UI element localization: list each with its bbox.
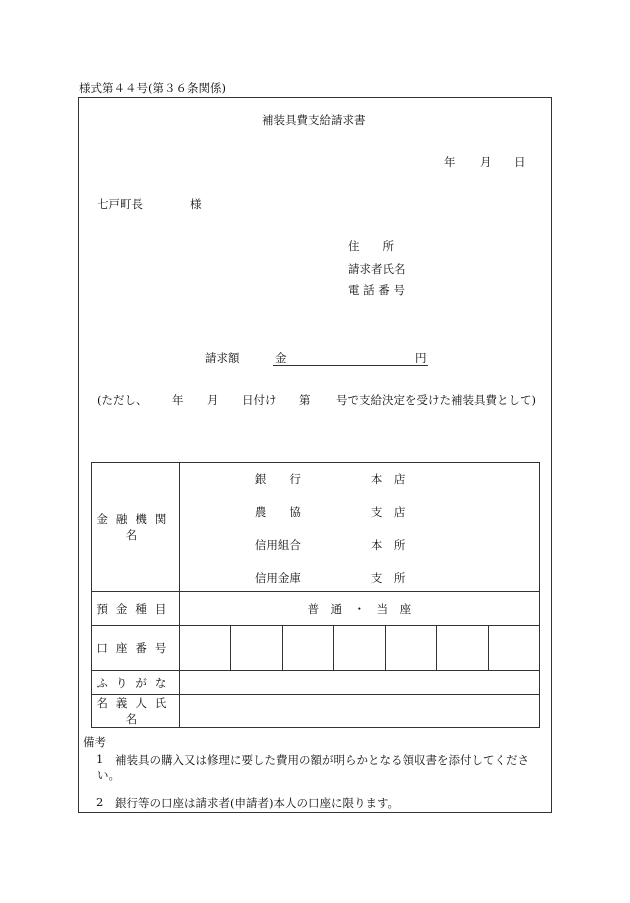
account-digit-cell[interactable] [385, 626, 436, 671]
deposit-type-value: 普 通 ・ 当 座 [307, 601, 412, 616]
note-year: 年 [172, 393, 184, 407]
holder-label: 名義人氏名 [96, 696, 175, 726]
claim-amount-line[interactable] [273, 365, 428, 366]
deposit-type-cell[interactable] [179, 592, 539, 626]
addressee-honorific: 様 [190, 197, 202, 211]
institution-type-credit-bank: 信用金庫 [254, 571, 301, 585]
remark-1-text-cont: い。 [97, 768, 120, 782]
claim-prefix: 金 [275, 351, 287, 365]
deposit-type-label: 預金種目 [96, 601, 175, 616]
remark-1-number: 1 [96, 752, 104, 766]
branch-type-sub-office: 支 所 [370, 571, 406, 585]
note-month: 月 [207, 393, 219, 407]
date-month-label: 月 [480, 155, 492, 169]
institution-label: 金融機関名 [96, 512, 175, 542]
deposit-type-label-cell [92, 592, 180, 626]
remark-2-text: 銀行等の口座は請求者(申請者)本人の口座に限ります。 [115, 796, 400, 810]
account-digit-cell[interactable] [334, 626, 385, 671]
institution-type-bank: 銀 行 [254, 472, 301, 486]
address-label: 住 所 [348, 239, 394, 253]
furigana-cell[interactable] [179, 671, 539, 695]
claim-suffix: 円 [415, 351, 427, 365]
institution-label-cell [92, 463, 180, 592]
account-number-label: 口座番号 [96, 641, 175, 655]
note-dated: 日付け [242, 393, 277, 407]
branch-type-head-office: 本 店 [370, 472, 406, 486]
claim-amount-label: 請求額 [205, 351, 240, 365]
account-digit-cell[interactable] [488, 626, 539, 671]
applicant-name-label: 請求者氏名 [348, 262, 406, 276]
date-day-label: 日 [514, 155, 526, 169]
institution-cell[interactable] [179, 463, 539, 592]
note-open: (ただし、 [97, 393, 148, 407]
furigana-label-cell [92, 671, 180, 695]
institution-type-agri-coop: 農 協 [254, 505, 301, 519]
note-rest: 号で支給決定を受けた補装具費として) [336, 393, 536, 407]
furigana-label: ふりがな [96, 675, 175, 690]
holder-cell[interactable] [179, 695, 539, 728]
branch-type-branch: 支 店 [370, 505, 406, 519]
date-year-label: 年 [444, 155, 456, 169]
note-no: 第 [299, 393, 311, 407]
account-digit-cell[interactable] [282, 626, 333, 671]
account-digit-cell[interactable] [437, 626, 488, 671]
remarks-heading: 備考 [83, 735, 106, 749]
branch-type-main-office: 本 所 [370, 538, 406, 552]
form-title: 補装具費支給請求書 [262, 113, 366, 127]
form-number: 様式第４４号(第３６条関係) [79, 81, 226, 95]
remark-1-text: 補装具の購入又は修理に要した費用の額が明らかとなる領収書を添付してくださ [115, 753, 529, 767]
addressee-name: 七戸町長 [97, 197, 143, 211]
account-number-label-cell [92, 626, 180, 671]
holder-label-cell [92, 695, 180, 728]
account-digit-cell[interactable] [231, 626, 282, 671]
account-digit-cell[interactable] [179, 626, 230, 671]
institution-type-credit-union: 信用組合 [254, 538, 301, 552]
phone-label: 電 話 番 号 [348, 283, 405, 297]
remark-2-number: 2 [96, 795, 104, 809]
bank-account-table [91, 462, 540, 728]
